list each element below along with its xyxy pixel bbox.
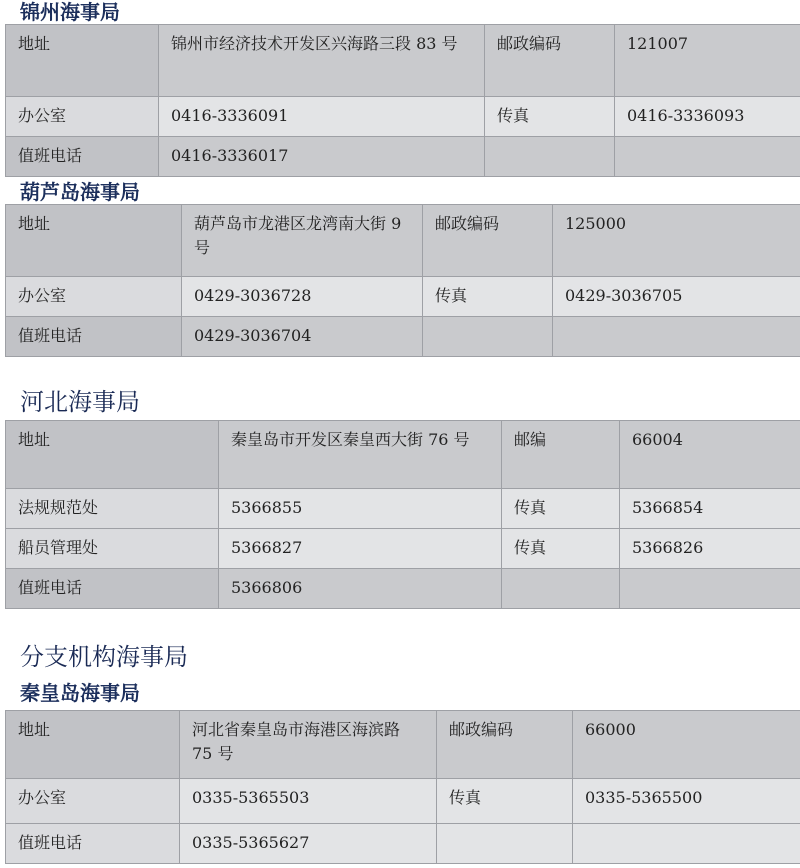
empty-cell (502, 569, 620, 609)
fax-label: 传真 (437, 779, 573, 824)
legal-dept-label: 法规规范处 (6, 489, 219, 529)
fax-label: 传真 (485, 97, 615, 137)
postcode-value: 66000 (573, 711, 800, 779)
table-row (6, 489, 800, 529)
office-label: 办公室 (6, 97, 159, 137)
postcode-value: 121007 (615, 25, 800, 97)
postcode-label: 邮政编码 (485, 25, 615, 97)
table-row (6, 421, 800, 489)
office-label: 办公室 (6, 779, 180, 824)
fax-value: 0335-5365500 (573, 779, 800, 824)
address-value: 锦州市经济技术开发区兴海路三段 83 号 (159, 25, 485, 97)
fax-label: 传真 (502, 529, 620, 569)
postcode-label: 邮编 (502, 421, 620, 489)
crew-dept-label: 船员管理处 (6, 529, 219, 569)
empty-cell (620, 569, 800, 609)
duty-value: 0335-5365627 (180, 824, 437, 864)
legal-dept-value: 5366855 (219, 489, 502, 529)
address-value: 秦皇岛市开发区秦皇西大街 76 号 (219, 421, 502, 489)
empty-cell (573, 824, 800, 864)
address-label: 地址 (6, 205, 182, 277)
section-title-huludao: 葫芦岛海事局 (20, 180, 140, 204)
duty-label: 值班电话 (6, 137, 159, 177)
table-huludao (5, 204, 800, 357)
postcode-value: 66004 (620, 421, 800, 489)
table-row (6, 205, 800, 277)
address-label: 地址 (6, 421, 219, 489)
duty-value: 0429-3036704 (182, 317, 423, 357)
address-label: 地址 (6, 711, 180, 779)
table-row (6, 711, 800, 779)
table-hebei (5, 420, 800, 609)
postcode-value: 125000 (553, 205, 800, 277)
table-jinzhou (5, 24, 800, 177)
duty-value: 5366806 (219, 569, 502, 609)
table-row (6, 25, 800, 97)
office-value: 0416-3336091 (159, 97, 485, 137)
table-row (6, 97, 800, 137)
empty-cell (553, 317, 800, 357)
table-row (6, 529, 800, 569)
office-value: 0335-5365503 (180, 779, 437, 824)
section-title-jinzhou: 锦州海事局 (20, 0, 120, 24)
table-row (6, 824, 800, 864)
empty-cell (437, 824, 573, 864)
address-value: 葫芦岛市龙港区龙湾南大街 9 号 (182, 205, 423, 277)
empty-cell (485, 137, 615, 177)
empty-cell (615, 137, 800, 177)
empty-cell (423, 317, 553, 357)
table-row (6, 779, 800, 824)
postcode-label: 邮政编码 (423, 205, 553, 277)
section-title-hebei: 河北海事局 (20, 388, 140, 416)
section-title-qinhuangdao: 秦皇岛海事局 (20, 681, 140, 705)
postcode-label: 邮政编码 (437, 711, 573, 779)
table-qinhuangdao (5, 710, 800, 864)
table-row (6, 137, 800, 177)
address-label: 地址 (6, 25, 159, 97)
office-label: 办公室 (6, 277, 182, 317)
crew-dept-value: 5366827 (219, 529, 502, 569)
fax-value: 0416-3336093 (615, 97, 800, 137)
duty-label: 值班电话 (6, 317, 182, 357)
duty-value: 0416-3336017 (159, 137, 485, 177)
table-row (6, 569, 800, 609)
branch-heading: 分支机构海事局 (20, 643, 188, 671)
office-value: 0429-3036728 (182, 277, 423, 317)
table-row (6, 277, 800, 317)
table-row (6, 317, 800, 357)
fax-label: 传真 (502, 489, 620, 529)
fax-value: 5366854 (620, 489, 800, 529)
duty-label: 值班电话 (6, 824, 180, 864)
fax-value: 0429-3036705 (553, 277, 800, 317)
fax-label: 传真 (423, 277, 553, 317)
duty-label: 值班电话 (6, 569, 219, 609)
address-value: 河北省秦皇岛市海港区海滨路 75 号 (180, 711, 437, 779)
fax-value: 5366826 (620, 529, 800, 569)
